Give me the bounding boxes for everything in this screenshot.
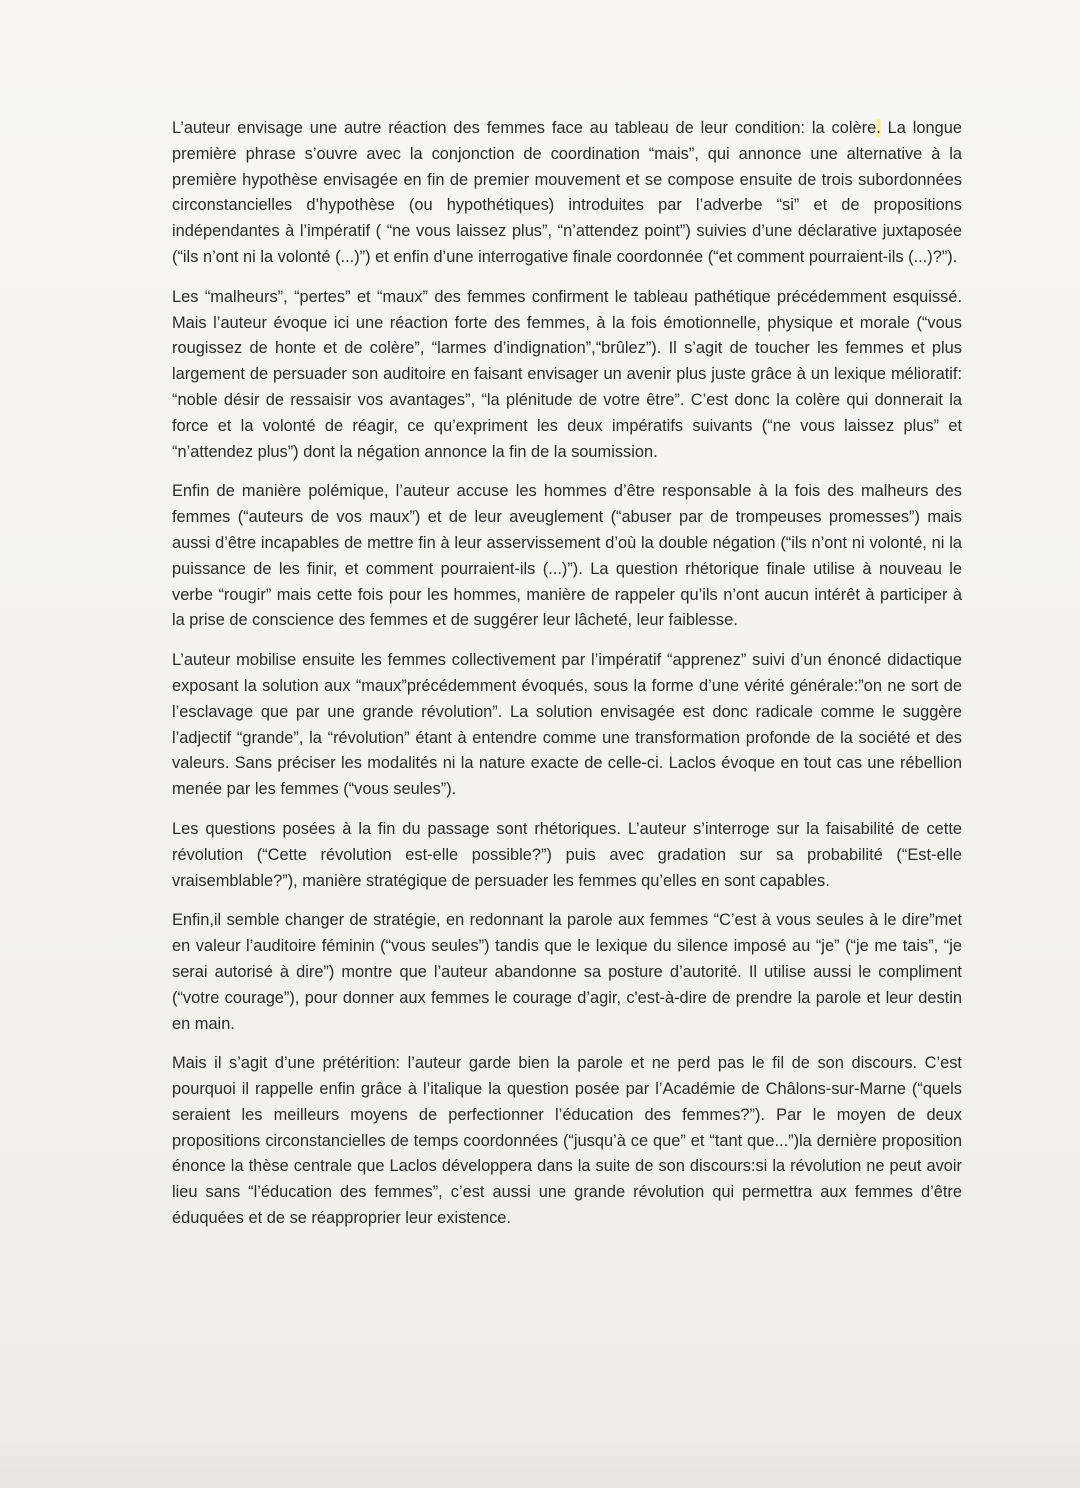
highlighter-mark: .	[876, 119, 881, 137]
paragraph-1-text-continued: La longue première phrase s’ouvre avec la conjonction de coordination “mais”, qui annonce une alternative à la première hypothèse envisagée en fin de premier mouvement et se compose ensuite de trois subordonnées circonstancielles d’hypothèse (ou hypothétiques) introduites par l’adverbe “si” et de propositions indépendantes à l’impératif ( “ne vous laissez plus”, “n’attendez point”) suivies d’une déclarative juxtaposée (“ils n’ont ni la volonté (...)”) et enfin d’une interrogative finale coordonnée (“et comment pourraient-ils (...)?”).	[172, 119, 962, 266]
paragraph-7: Mais il s’agit d’une prétérition: l’auteur garde bien la parole et ne perd pas le fil de son discours. C’est pourquoi il rappelle enfin grâce à l’italique la question posée par l’Académie de Châlons-sur-Marne (“quels seraient les meilleurs moyens de perfectionner l’éducation des femmes?”). Par le moyen de deux propositions circonstancielles de temps coordonnées (“jusqu’à ce que” et “tant que...”)la dernière proposition énonce la thèse centrale que Laclos développera dans la suite de son discours:si la révolution ne peut avoir lieu sans “l’éducation des femmes”, c’est aussi une grande révolution qui permettra aux femmes d’être éduquées et de se réapproprier leur existence.	[172, 1054, 962, 1228]
document-body	[172, 116, 962, 1246]
paragraph-1	[172, 116, 962, 271]
paragraph-5: Les questions posées à la fin du passage sont rhétoriques. L’auteur s’interroge sur la faisabilité de cette révolution (“Cette révolution est-elle possible?”) puis avec gradation sur sa probabilité (“Est-elle vraisemblable?”), manière stratégique de persuader les femmes qu’elles en sont capables.	[172, 819, 962, 890]
paragraph-2: Les “malheurs”, “pertes” et “maux” des femmes confirment le tableau pathétique précédemment esquissé. Mais l’auteur évoque ici une réaction forte des femmes, à la fois émotionnelle, physique et morale (“vous rougissez de honte et de colère”, “larmes d’indignation”,“brûlez”). Il s’agit de toucher les femmes et plus largement de persuader son auditoire en faisant envisager un avenir plus juste grâce à un lexique mélioratif: “noble désir de ressaisir vos avantages”, “la plénitude de votre être”. C’est donc la colère qui donnerait la force et la volonté de réagir, ce qu’expriment les deux impératifs suivants (“ne vous laissez plus” et “n’attendez plus”) dont la négation annonce la fin de la soumission.	[172, 287, 962, 461]
paragraph-6: Enfin,il semble changer de stratégie, en redonnant la parole aux femmes “C’est à vous seules à le dire”met en valeur l’auditoire féminin (“vous seules”) tandis que le lexique du silence imposé au “je” (“je me tais”, “je serai autorisé à dire”) montre que l’auteur abandonne sa posture d’autorité. Il utilise aussi le compliment (“votre courage”), pour donner aux femmes le courage d’agir, c'est-à-dire de prendre la parole et leur destin en main.	[172, 911, 962, 1033]
paragraph-1-text: L’auteur envisage une autre réaction des femmes face au tableau de leur condition: la colère	[172, 119, 877, 137]
paragraph-3: Enfin de manière polémique, l’auteur accuse les hommes d’être responsable à la fois des malheurs des femmes (“auteurs de vos maux”) et de leur aveuglement (“abuser par de trompeuses promesses”) mais aussi d’être incapables de mettre fin à leur asservissement d’où la double négation (“ils n’ont ni volonté, ni la puissance de les finir, et comment pourraient-ils (...)”). La question rhétorique finale utilise à nouveau le verbe “rougir” mais cette fois pour les hommes, manière de rappeler qu’ils n’ont aucun intérêt à participer à la prise de conscience des femmes et de suggérer leur lâcheté, leur faiblesse.	[172, 482, 962, 630]
paragraph-4: L’auteur mobilise ensuite les femmes collectivement par l’impératif “apprenez” suivi d’un énoncé didactique exposant la solution aux “maux”précédemment évoqués, sous la forme d’une vérité générale:”on ne sort de l’esclavage que par une grande révolution”. La solution envisagée est donc radicale comme le suggère l’adjectif “grande”, la “révolution” étant à entendre comme une transformation profonde de la société et des valeurs. Sans préciser les modalités ni la nature exacte de celle-ci. Laclos évoque en tout cas une rébellion menée par les femmes (“vous seules”).	[172, 651, 962, 799]
paper-shadow	[0, 1428, 1080, 1488]
